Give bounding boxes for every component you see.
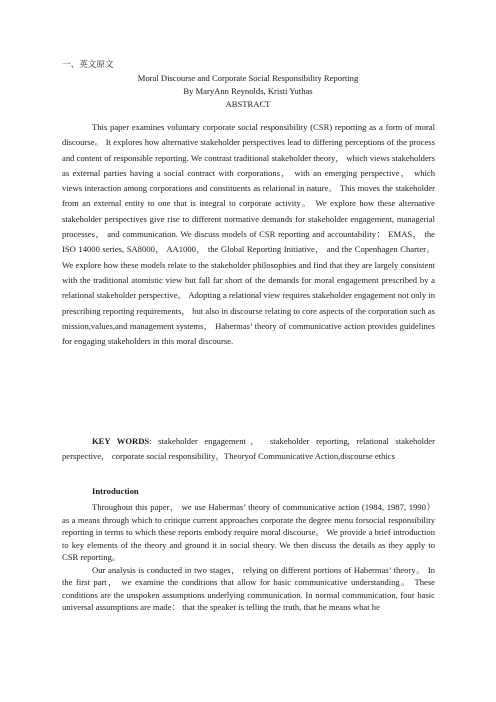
section-label: 一、英文原文	[62, 59, 114, 69]
intro-paragraph-2: Our analysis is conducted in two stages， relying on different portions of Habermas’ theory。 In the first part， we examine the conditions that allow for basic communicative understanding。 These conditions are the unspoken assumptions underlying communication. In normal communication, four basic universal assumptions are made： that the speaker is telling the truth, that he means what he	[62, 564, 435, 612]
abstract-body	[62, 120, 435, 349]
keywords-text: : stakeholder engagement， stakeholder reporting, relational stakeholder perspective， corporate social responsibility，Theoryof Communicative Action,discourse ethics	[62, 436, 435, 462]
intro-paragraph-1: Throughout this paper， we use Habermas’ theory of communicative action (1984, 1987, 1990） as a means through which to critique current approaches corporate the degree menu forsocial responsibility reporting in terms to which these reports embody require moral discourse。 We provide a brief introduction to key elements of the theory and ground it in social theory. We then discuss the details as they apply to CSR reporting。	[62, 502, 435, 562]
keywords-block	[62, 434, 435, 465]
abstract-paragraph: This paper examines voluntary corporate social responsibility (CSR) reporting as a form of moral discourse。 It explores how alternative stakeholder perspectives lead to differing perceptions of the process and content of responsible reporting. We contrast traditional stakeholder theory， which views stakeholders as external parties having a social contract with corporations， with an emerging perspective， which views interaction among corporations and constituents as relational in nature。 This moves the stakeholder from an external entity to one that is integral to corporate activity。 We explore how these alternative stakeholder perspectives give rise to different normative demands for stakeholder engagement, managerial processes， and communication. We discuss models of CSR reporting and accountability： EMAS， the ISO 14000 series, SA8000， AA1000， the Global Reporting Initiative， and the Copenhagen Charter。 We explore how these models relate to the stakeholder philosophies and find that they are largely consistent with the traditional atomistic view but fall far short of the demands for moral engagement prescribed by a relational stakeholder perspective。 Adopting a relational view requires stakeholder engagement not only in prescribing reporting requirements， but also in discourse relating to core aspects of the corporation such as mission,values,and management systems， Habermas’ theory of communicative action provides guidelines for engaging stakeholders in this moral discourse.	[62, 122, 435, 347]
introduction-heading: Introduction	[92, 486, 139, 496]
abstract-heading: ABSTRACT	[225, 99, 271, 109]
paper-authors: By MaryAnn Reynolds, Kristi Yuthas	[183, 86, 313, 96]
introduction-body	[62, 501, 435, 614]
keywords-label: KEY WORDS	[92, 436, 150, 446]
paper-title: Moral Discourse and Corporate Social Responsibility Reporting	[137, 73, 359, 83]
keywords-paragraph	[62, 434, 435, 465]
